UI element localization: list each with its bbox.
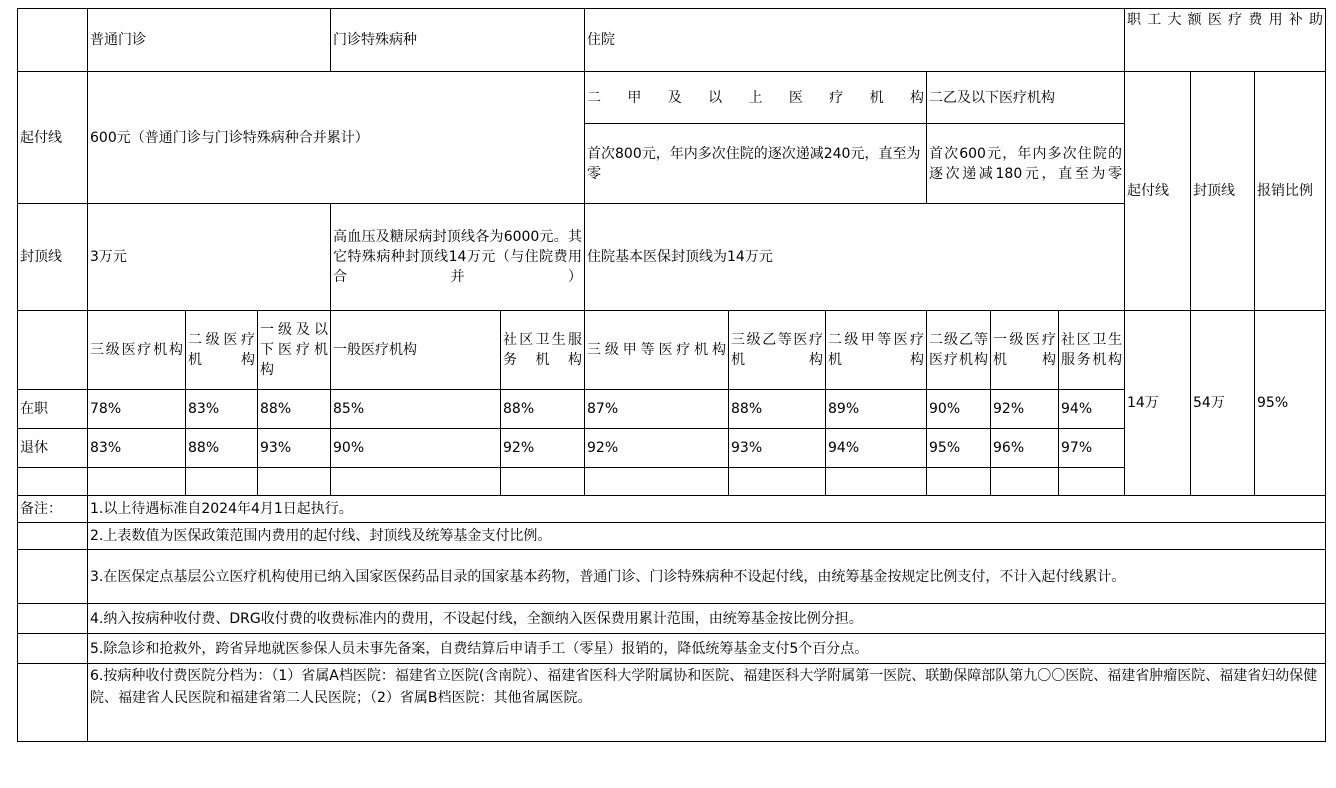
cap-label: 封顶线 [18, 204, 88, 311]
cap-inpatient-value: 住院基本医保封顶线为14万元 [585, 204, 1125, 311]
note-item: 2.上表数值为医保政策范围内费用的起付线、封顶线及统筹基金支付比例。 [88, 523, 1326, 550]
header-large-subsidy: 职工大额医疗费用补助 [1125, 9, 1326, 72]
inpatient-tier2-deductible: 首次600元，年内多次住院的逐次递减180元，直至为零 [927, 124, 1125, 204]
inpatient-tier2-name: 二乙及以下医疗机构 [927, 72, 1125, 124]
rate-cell: 85% [331, 390, 501, 429]
level-cell: 二级甲等医疗机构 [826, 311, 927, 390]
levels-row [18, 311, 1326, 390]
notes-label: 备注： [18, 496, 88, 523]
rate-cell: 96% [991, 429, 1059, 468]
rate-cell: 97% [1059, 429, 1125, 468]
rate-cell: 83% [88, 429, 186, 468]
deductible-row [18, 72, 1326, 124]
header-inpatient: 住院 [585, 9, 1125, 72]
rate-cell: 93% [258, 429, 331, 468]
rate-cell: 89% [826, 390, 927, 429]
level-cell: 三级医疗机构 [88, 311, 186, 390]
level-cell: 一级及以下医疗机构 [258, 311, 331, 390]
rate-cell: 93% [729, 429, 826, 468]
header-outpatient: 普通门诊 [88, 9, 331, 72]
rate-cell: 87% [585, 390, 729, 429]
rate-cell: 94% [826, 429, 927, 468]
medical-insurance-table [17, 8, 1326, 742]
inpatient-tier1-deductible: 首次800元，年内多次住院的逐次递减240元，直至为零 [585, 124, 927, 204]
level-cell: 二级乙等医疗机构 [927, 311, 991, 390]
note-row [18, 550, 1326, 604]
cap-outpatient-value: 3万元 [88, 204, 331, 311]
level-cell: 三级甲等医疗机构 [585, 311, 729, 390]
header-row [18, 9, 1326, 72]
large-cap-label: 封顶线 [1191, 72, 1255, 311]
note-row [18, 496, 1326, 523]
rate-cell: 88% [258, 390, 331, 429]
inpatient-tier1-name: 二甲及以上医疗机构 [585, 72, 927, 124]
row-label: 退休 [18, 429, 88, 468]
level-cell: 社区卫生服务机构 [501, 311, 585, 390]
rate-cell: 90% [927, 390, 991, 429]
rate-cell: 88% [729, 390, 826, 429]
rate-cell: 94% [1059, 390, 1125, 429]
row-label: 在职 [18, 390, 88, 429]
rate-cell: 95% [927, 429, 991, 468]
large-cap-value: 54万 [1191, 311, 1255, 496]
level-cell: 二级医疗机构 [186, 311, 258, 390]
note-item: 1.以上待遇标准自2024年4月1日起执行。 [88, 496, 1326, 523]
large-ratio-label: 报销比例 [1255, 72, 1326, 311]
rate-cell: 88% [186, 429, 258, 468]
rate-cell: 83% [186, 390, 258, 429]
note-item: 5.除急诊和抢救外，跨省异地就医参保人员未事先备案，自费结算后申请手工（零星）报销的，降低统筹基金支付5个百分点。 [88, 634, 1326, 664]
large-deductible-value: 14万 [1125, 311, 1191, 496]
note-row [18, 604, 1326, 634]
note-row [18, 523, 1326, 550]
rate-cell: 88% [501, 390, 585, 429]
cap-special-value: 高血压及糖尿病封顶线各为6000元。其它特殊病种封顶线14万元（与住院费用合并） [331, 204, 585, 311]
level-cell: 社区卫生服务机构 [1059, 311, 1125, 390]
note-item: 3.在医保定点基层公立医疗机构使用已纳入国家医保药品目录的国家基本药物，普通门诊、门诊特殊病种不设起付线，由统筹基金按规定比例支付，不计入起付线累计。 [88, 550, 1326, 604]
deductible-outpatient-value: 600元（普通门诊与门诊特殊病种合并累计） [88, 72, 585, 204]
level-cell: 一级医疗机构 [991, 311, 1059, 390]
note-item: 4.纳入按病种收付费、DRG收付费的收费标准内的费用，不设起付线，全额纳入医保费用累计范围，由统筹基金按比例分担。 [88, 604, 1326, 634]
rate-cell: 92% [585, 429, 729, 468]
note-row [18, 664, 1326, 742]
large-ratio-value: 95% [1255, 311, 1326, 496]
corner-cell [18, 9, 88, 72]
level-cell: 三级乙等医疗机构 [729, 311, 826, 390]
rate-cell: 92% [501, 429, 585, 468]
note-row [18, 634, 1326, 664]
level-cell: 一般医疗机构 [331, 311, 501, 390]
rate-cell: 78% [88, 390, 186, 429]
note-item: 6.按病种收付费医院分档为：（1）省属A档医院：福建省立医院(含南院）、福建省医科大学附属协和医院、福建医科大学附属第一医院、联勤保障部队第九〇〇医院、福建省肿瘤医院、福建省妇幼保健院、福建省人民医院和福建省第二人民医院；（2）省属B档医院：其他省属医院。 [88, 664, 1326, 742]
rate-cell: 90% [331, 429, 501, 468]
large-deductible-label: 起付线 [1125, 72, 1191, 311]
levels-corner [18, 311, 88, 390]
header-special-disease: 门诊特殊病种 [331, 9, 585, 72]
rate-cell: 92% [991, 390, 1059, 429]
deductible-label: 起付线 [18, 72, 88, 204]
